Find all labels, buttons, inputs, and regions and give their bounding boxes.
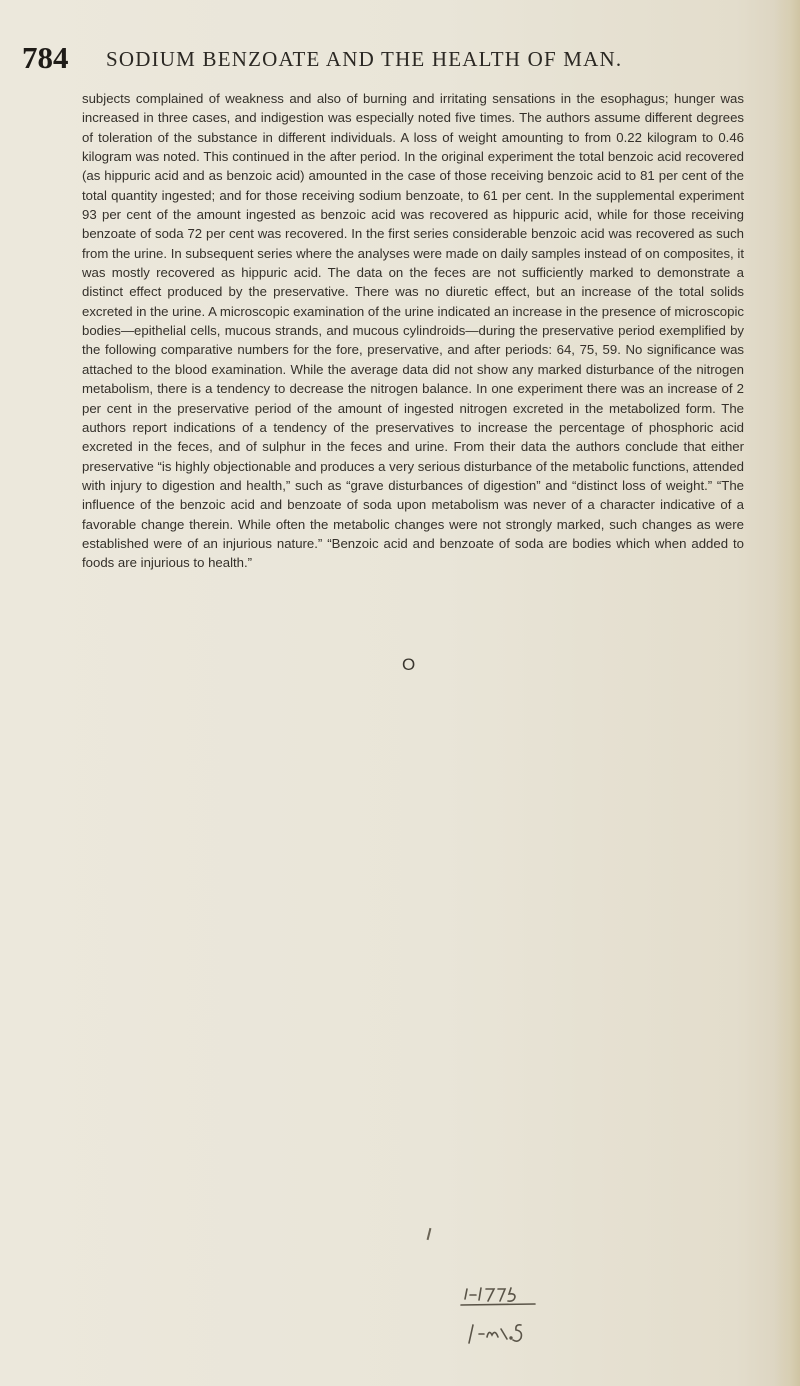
running-head: SODIUM BENZOATE AND THE HEALTH OF MAN. [106, 47, 623, 71]
page-header [22, 38, 742, 78]
page-edge-shadow [774, 0, 800, 1386]
body-paragraph: subjects complained of weakness and also of burning and irritating sensations in the esophagus; hunger was increased in three cases, and indigestion was especially noted five times. The authors assume different degrees of toleration of the substance in different individuals. A loss of weight amounting to from 0.22 kilogram to 0.46 kilogram was noted. This continued in the after period. In the original experiment the total benzoic acid recovered (as hippuric acid and as benzoic acid) amounted in the case of those receiving benzoic acid to 81 per cent of the total quantity ingested; and for those receiving sodium benzoate, to 61 per cent. In the supplemental experiment 93 per cent of the amount ingested as benzoic acid was recovered as hippuric acid, while for those receiving benzoate of soda 72 per cent was recovered. In the first series considerable benzoic acid was recovered as such from the urine. In subsequent series where the analyses were made on daily samples instead of on composites, it was mostly recovered as hippuric acid. The data on the feces are not sufficiently marked to demonstrate a distinct effect produced by the preservative. There was no diuretic effect, but an increase of the total solids excreted in the urine. A microscopic examination of the urine indicated an increase in the presence of microscopic bodies—epithelial cells, mucous strands, and mucous cylindroids—during the preservative period exemplified by the following comparative numbers for the fore, preservative, and after periods: 64, 75, 59. No significance was attached to the blood examination. While the average data did not show any marked disturbance of the nitrogen metabolism, there is a tendency to decrease the nitrogen balance. In one experiment there was an increase of 2 per cent in the preservative period of the amount of ingested nitrogen excreted in the metabolized form. The authors report indications of a tendency of the preservatives to increase the percentage of phosphoric acid excreted in the feces, and of sulphur in the feces and urine. From their data the authors conclude that either preservative “is highly objectionable and produces a very serious disturbance of the metabolic functions, attended with injury to digestion and health,” such as “grave disturbances of digestion” and “distinct loss of weight.” “The influence of the benzoic acid and benzoate of soda upon metabolism was never of a character indicative of a favorable change therein. While often the metabolic changes were not strongly marked, such changes as were established were of an injurious nature.” “Benzoic acid and benzoate of soda are bodies which when added to foods are injurious to health.” [82, 91, 744, 571]
handwritten-annotation-icon [455, 1285, 575, 1380]
end-mark: O [402, 655, 416, 674]
pencil-tick-mark [427, 1228, 432, 1240]
page-number: 784 [22, 40, 69, 75]
